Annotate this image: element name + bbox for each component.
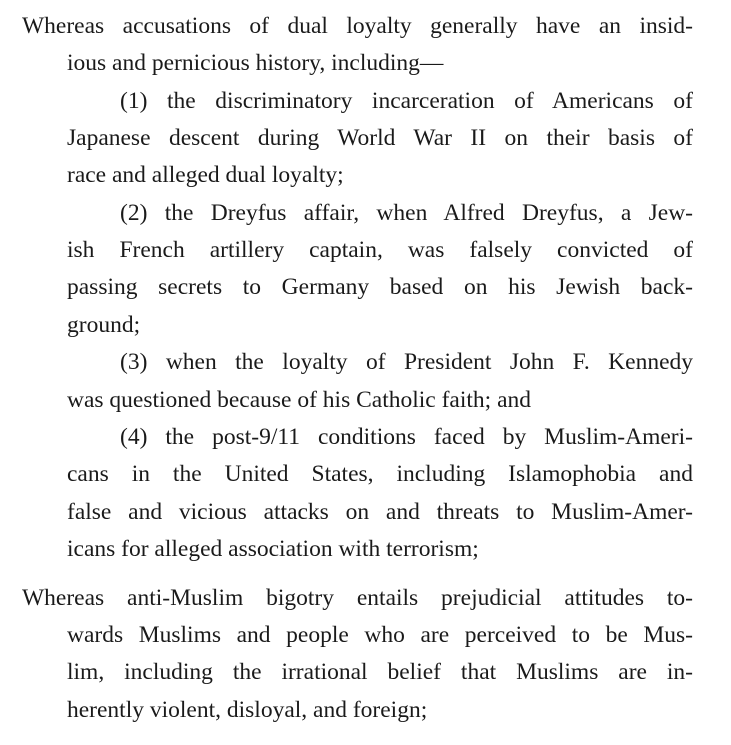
text-line: lim, including the irrational belief that Muslims are in- (67, 659, 693, 685)
text-line: cans in the United States, including Islamophobia and (67, 461, 693, 487)
text-line: false and vicious attacks on and threats to Muslim-Amer- (67, 499, 693, 525)
text-line: herently violent, disloyal, and foreign; (67, 697, 428, 723)
text-line: race and alleged dual loyalty; (67, 162, 344, 188)
text-line: ish French artillery captain, was falsely convicted of (67, 237, 693, 263)
text-line: (2) the Dreyfus affair, when Alfred Dreyfus, a Jew- (120, 200, 693, 226)
text-line: (3) when the loyalty of President John F. Kennedy (120, 349, 693, 375)
text-line: icans for alleged association with terrorism; (67, 536, 479, 562)
text-line: ious and pernicious history, including— (67, 50, 444, 76)
text-line: (1) the discriminatory incarceration of Americans of (120, 88, 693, 114)
text-line: wards Muslims and people who are perceived to be Mus- (67, 622, 693, 648)
text-line: Whereas accusations of dual loyalty generally have an insid- (22, 13, 693, 39)
text-line: Japanese descent during World War II on their basis of (67, 125, 693, 151)
text-line: was questioned because of his Catholic faith; and (67, 387, 531, 413)
text-line: (4) the post-9/11 conditions faced by Muslim-Ameri- (120, 424, 693, 450)
text-line: passing secrets to Germany based on his Jewish back- (67, 274, 693, 300)
text-line: ground; (67, 312, 141, 338)
text-line: Whereas anti-Muslim bigotry entails prejudicial attitudes to- (22, 585, 693, 611)
